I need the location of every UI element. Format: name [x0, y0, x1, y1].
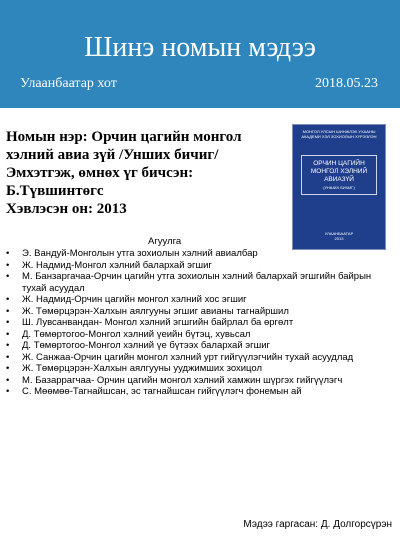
contents-item: • Ж. Төмөрцэрэн-Халхын аялгууны ууджимших зохицол	[6, 363, 388, 375]
contents-item: • Д. Төмөртогоо-Монгол хэлний үе бүтээх балархай эгшиг	[6, 340, 388, 352]
contents-item: • Ж. Надмид-Орчин цагийн монгол хэлний хос эгшиг	[6, 294, 388, 306]
header-banner	[0, 0, 400, 108]
contents-heading: Агуулга	[148, 236, 182, 247]
contents-item: • С. Мөөмөө-Тагнайшсан, эс тагнайшсан гийгүүлэгч фонемын ай	[6, 386, 388, 398]
compiler-credit: Мэдээ гаргасан: Д. Долгорсүрэн	[243, 519, 392, 530]
book-author-line2: Б.Түвшинтөгс	[6, 183, 104, 199]
contents-item: • М. Базаррагчаа- Орчин цагийн монгол хэлний хамжин шүргэх гийгүүлэгч	[6, 375, 388, 387]
book-cover-image	[292, 124, 386, 250]
cover-top-text: МОНГОЛ УЛСЫН ШИНЖЛЭХ УХААНЫ АКАДЕМИ ХЭЛ ЗОХИОЛЫН ХҮРЭЭЛЭН	[301, 129, 377, 139]
book-info	[6, 128, 268, 218]
contents-item: • М. Банзаргачаа-Орчин цагийн утга зохиолын хэлний балархай эгшгийн байрын тухай асуудал	[6, 271, 388, 294]
cover-city: УЛААНБААТАР	[324, 231, 354, 236]
cover-title-box	[301, 155, 377, 195]
book-published: Хэвлэсэн он: 2013	[6, 201, 127, 217]
book-title-line1: Номын нэр: Орчин цагийн монгол	[6, 129, 242, 145]
date-label: 2018.05.23	[315, 76, 378, 91]
newsletter-title: Шинэ номын мэдээ	[84, 32, 316, 63]
cover-title-line1: ОРЧИН ЦАГИЙН	[313, 160, 365, 167]
cover-year: 2013	[334, 236, 344, 241]
cover-title-line2: МОНГОЛ ХЭЛНИЙ АВИАЗҮЙ	[310, 168, 368, 183]
contents-item: • Ш. Лувсанвандан- Монгол хэлний эгшгийн байрлал ба өргөлт	[6, 317, 388, 329]
contents-item: • Ж. Надмид-Монгол хэлний балархай эгшиг	[6, 260, 388, 272]
cover-subtitle: (УНШИХ БИЧИГ)	[323, 185, 355, 190]
contents-list	[6, 248, 388, 398]
contents-item: • Ж. Санжаа-Орчин цагийн монгол хэлний урт гийгүүлэгчийн тухай асуудлад	[6, 352, 388, 364]
contents-item: • Э. Вандуй-Монголын утга зохиолын хэлний авиалбар	[6, 248, 388, 260]
contents-item: • Ж. Төмөрцэрэн-Халхын аялгууны эгшиг авианы тагнайршил	[6, 306, 388, 318]
book-title-line2: хэлний авиа зүй /Уншиx бичиг/	[6, 147, 219, 163]
book-author-line1: Эмхэтгэж, өмнөх үг бичсэн:	[6, 165, 194, 181]
contents-item: • Д. Төмөртогоо-Монгол хэлний үеийн бүтэц, хувьсал	[6, 329, 388, 341]
city-label: Улаанбаатар хот	[20, 76, 117, 91]
cover-bottom-text	[297, 231, 381, 241]
